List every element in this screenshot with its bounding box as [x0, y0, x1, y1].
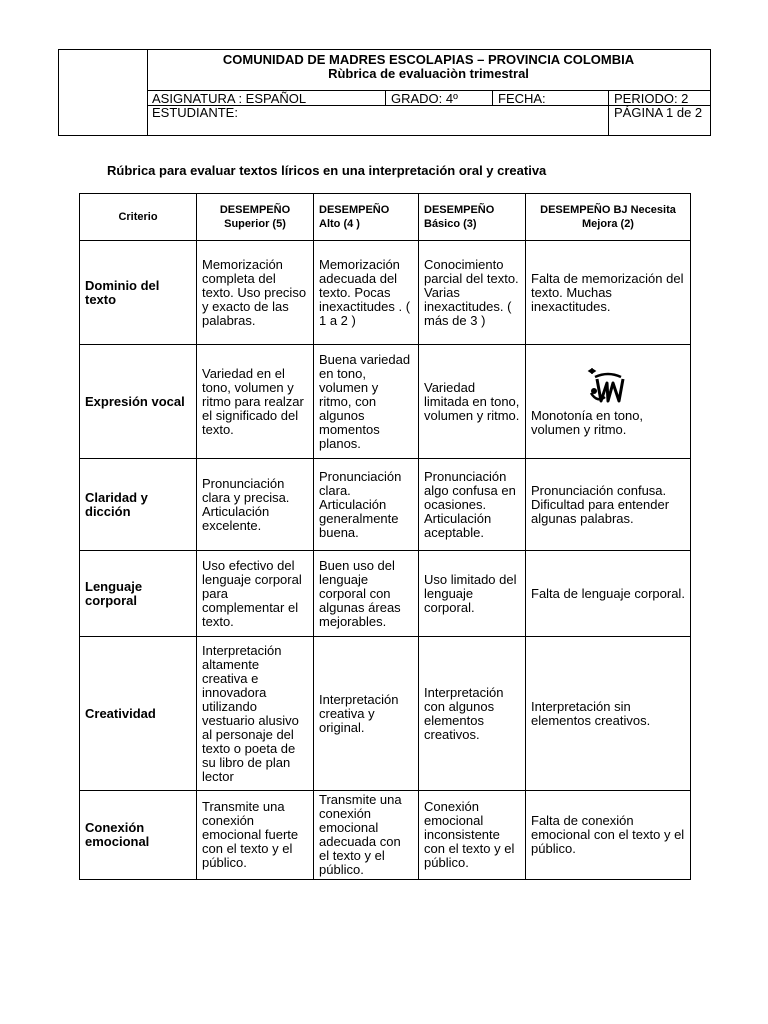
header-info — [147, 50, 710, 135]
header-title-block — [147, 50, 710, 91]
table-cell: Uso efectivo del lenguaje corporal para complementar el texto. — [197, 551, 314, 637]
header-basico: DESEMPEÑO Básico (3) — [419, 194, 526, 241]
table-cell: Memorización adecuada del texto. Pocas inexactitudes . ( 1 a 2 ) — [314, 241, 419, 345]
table-cell: Falta de memorización del texto. Muchas inexactitudes. — [526, 241, 691, 345]
header-row-subject — [147, 91, 710, 106]
rubric-table — [79, 193, 691, 880]
page-field: PÁGINA 1 de 2 — [608, 105, 710, 135]
table-cell: Interpretación sin elementos creativos. — [526, 637, 691, 791]
table-cell: Interpretación con algunos elementos creativos. — [419, 637, 526, 791]
table-cell: Buen uso del lenguaje corporal con algunas áreas mejorables. — [314, 551, 419, 637]
table-row — [80, 459, 691, 551]
header-alto: DESEMPEÑO Alto (4 ) — [314, 194, 419, 241]
criterion-cell: Claridad y dicción — [80, 459, 197, 551]
date-field: FECHA: — [492, 91, 608, 105]
header-logo-cell — [59, 50, 148, 135]
document-title: Rùbrica de evaluaciòn trimestral — [328, 66, 529, 81]
table-cell: Pronunciación confusa. Dificultad para entender algunas palabras. — [526, 459, 691, 551]
criterion-cell: Conexión emocional — [80, 791, 197, 880]
table-cell: Falta de lenguaje corporal. — [526, 551, 691, 637]
criterion-cell: Lenguaje corporal — [80, 551, 197, 637]
table-cell: Interpretación altamente creativa e innovadora utilizando vestuario alusivo al personaje del texto o poeta de su libro de plan lector — [197, 637, 314, 791]
rubric-subtitle: Rúbrica para evaluar textos líricos en una interpretación oral y creativa — [107, 163, 547, 178]
table-row — [80, 551, 691, 637]
table-row — [80, 345, 691, 459]
table-cell: Falta de conexión emocional con el texto y el público. — [526, 791, 691, 880]
table-cell: Buena variedad en tono, volumen y ritmo, con algunos momentos planos. — [314, 345, 419, 459]
table-cell: Memorización completa del texto. Uso preciso y exacto de las palabras. — [197, 241, 314, 345]
student-field: ESTUDIANTE: — [152, 105, 238, 120]
criterion-cell: Expresión vocal — [80, 345, 197, 459]
header-criterio: Criterio — [80, 194, 197, 241]
subject-field: ASIGNATURA : ESPAÑOL — [152, 91, 307, 106]
table-cell: Transmite una conexión emocional fuerte con el texto y el público. — [197, 791, 314, 880]
criterion-cell: Creatividad — [80, 637, 197, 791]
table-row — [80, 241, 691, 345]
grade-field: GRADO: 4º — [385, 91, 492, 105]
table-cell: Transmite una conexión emocional adecuada con el texto y el público. — [314, 791, 419, 880]
institution-name: COMUNIDAD DE MADRES ESCOLAPIAS – PROVINCIA COLOMBIA — [222, 52, 635, 67]
table-cell — [526, 345, 691, 459]
table-cell: Variedad limitada en tono, volumen y ritmo. — [419, 345, 526, 459]
table-cell: Pronunciación clara y precisa. Articulación excelente. — [197, 459, 314, 551]
criterion-cell: Dominio del texto — [80, 241, 197, 345]
header-necesita-mejora: DESEMPEÑO BJ Necesita Mejora (2) — [526, 194, 691, 241]
table-row — [80, 637, 691, 791]
table-cell: Pronunciación algo confusa en ocasiones. Articulación aceptable. — [419, 459, 526, 551]
table-cell: Interpretación creativa y original. — [314, 637, 419, 791]
table-cell: Uso limitado del lenguaje corporal. — [419, 551, 526, 637]
table-cell: Variedad en el tono, volumen y ritmo para realzar el significado del texto. — [197, 345, 314, 459]
header-row-student — [147, 105, 710, 135]
escolapias-seal-icon — [585, 367, 631, 405]
table-cell: Conexión emocional inconsistente con el texto y el público. — [419, 791, 526, 880]
table-row — [80, 791, 691, 880]
table-cell: Conocimiento parcial del texto. Varias inexactitudes. ( más de 3 ) — [419, 241, 526, 345]
document-header — [58, 49, 711, 136]
table-header-row — [80, 194, 691, 241]
table-cell: Pronunciación clara. Articulación generalmente buena. — [314, 459, 419, 551]
header-superior: DESEMPEÑO Superior (5) — [197, 194, 314, 241]
period-field: PERIODO: 2 — [608, 91, 710, 105]
table-cell-text: Monotonía en tono, volumen y ritmo. — [531, 407, 644, 437]
